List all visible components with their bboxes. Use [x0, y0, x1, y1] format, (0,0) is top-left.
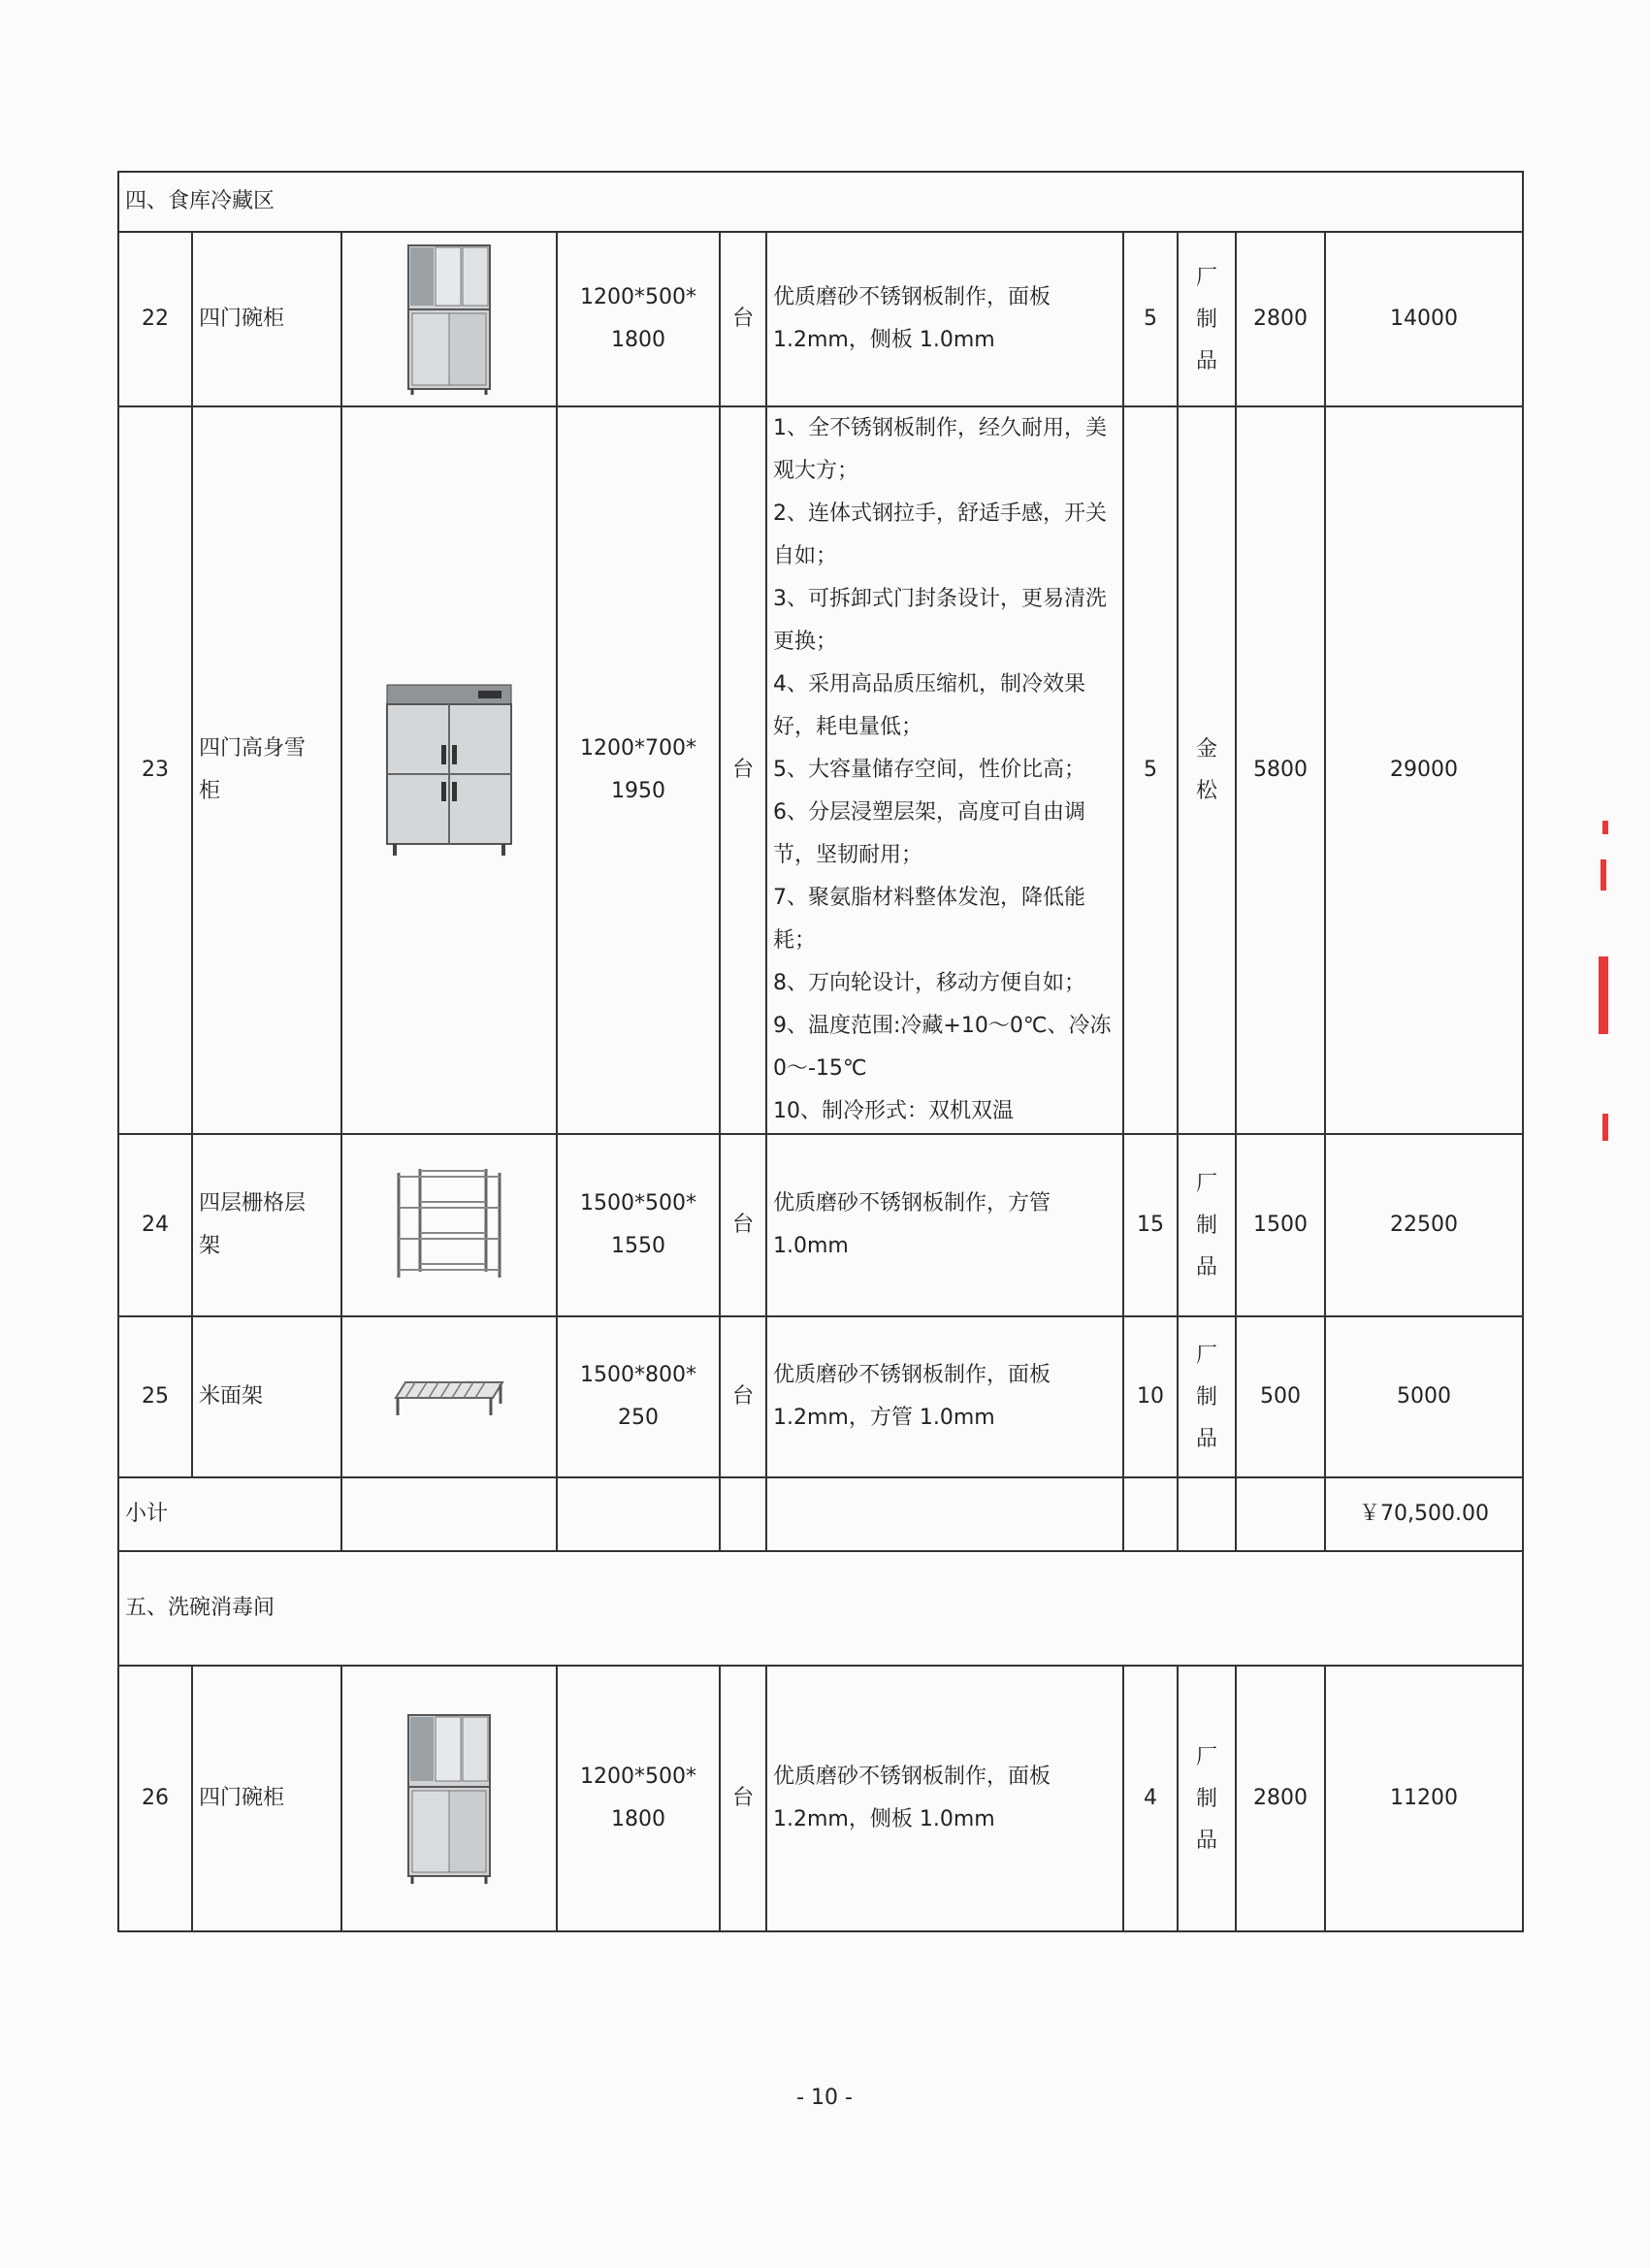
item-quantity: 5 [1123, 232, 1178, 406]
desc-line: 1、全不锈钢板制作，经久耐用，美观大方； [773, 416, 1107, 483]
table-row [118, 1666, 1523, 1931]
item-name: 四门碗柜 [192, 232, 341, 406]
item-unit: 台 [720, 1666, 766, 1931]
section-title: 五、洗碗消毒间 [118, 1551, 1523, 1666]
item-number: 24 [118, 1134, 192, 1316]
table-row [118, 1316, 1523, 1477]
subtotal-label: 小计 [118, 1477, 341, 1551]
item-image [341, 1666, 557, 1931]
desc-line: 7、聚氨脂材料整体发泡，降低能耗； [773, 886, 1085, 953]
item-number: 22 [118, 232, 192, 406]
item-quantity: 4 [1123, 1666, 1178, 1931]
item-spec: 1200*500*1800 [557, 232, 720, 406]
desc-line: 2、连体式钢拉手，舒适手感，开关自如； [773, 502, 1107, 568]
item-unit-price: 5800 [1236, 406, 1325, 1134]
shelf-rack-icon [391, 1167, 507, 1283]
desc-line: 6、分层浸塑层架，高度可自由调节，坚韧耐用； [773, 800, 1085, 867]
subtotal-amount: ￥70,500.00 [1325, 1477, 1523, 1551]
desc-line: 5、大容量储存空间，性价比高； [773, 758, 1085, 782]
item-unit: 台 [720, 232, 766, 406]
desc-line: 10、制冷形式：双机双温 [773, 1099, 1014, 1123]
item-manufacturer: 金松 [1178, 406, 1236, 1134]
item-unit: 台 [720, 1316, 766, 1477]
desc-line: 3、可拆卸式门封条设计，更易清洗更换； [773, 587, 1107, 654]
item-image [341, 1134, 557, 1316]
item-total: 29000 [1325, 406, 1523, 1134]
table-row [118, 1134, 1523, 1316]
item-image [341, 232, 557, 406]
item-unit-price: 500 [1236, 1316, 1325, 1477]
desc-line: 4、采用高品质压缩机，制冷效果好，耗电量低； [773, 672, 1085, 739]
item-spec: 1500*800*250 [557, 1316, 720, 1477]
item-quantity: 15 [1123, 1134, 1178, 1316]
scan-margin-mark [1600, 859, 1606, 891]
equipment-table [117, 171, 1524, 1932]
page-number: - 10 - [796, 2086, 853, 2110]
item-unit-price: 2800 [1236, 1666, 1325, 1931]
item-manufacturer: 厂制品 [1178, 1666, 1236, 1931]
section-header-row [118, 1551, 1523, 1666]
item-manufacturer: 厂制品 [1178, 1134, 1236, 1316]
item-description: 优质磨砂不锈钢板制作，面板1.2mm，侧板 1.0mm [766, 232, 1123, 406]
item-image [341, 406, 557, 1134]
item-total: 5000 [1325, 1316, 1523, 1477]
low-rack-icon [386, 1373, 512, 1421]
item-description: 优质磨砂不锈钢板制作，面板1.2mm，侧板 1.0mm [766, 1666, 1123, 1931]
item-number: 26 [118, 1666, 192, 1931]
item-quantity: 10 [1123, 1316, 1178, 1477]
item-name: 米面架 [192, 1316, 341, 1477]
cabinet-icon [403, 1711, 496, 1886]
item-unit: 台 [720, 406, 766, 1134]
section-header-row [118, 172, 1523, 232]
item-unit-price: 1500 [1236, 1134, 1325, 1316]
item-spec: 1200*700*1950 [557, 406, 720, 1134]
section-title: 四、食库冷藏区 [118, 172, 1523, 232]
item-name: 四门高身雪柜 [192, 406, 341, 1134]
item-manufacturer: 厂制品 [1178, 1316, 1236, 1477]
item-quantity: 5 [1123, 406, 1178, 1134]
table-row [118, 406, 1523, 1134]
item-total: 11200 [1325, 1666, 1523, 1931]
item-spec: 1500*500*1550 [557, 1134, 720, 1316]
item-unit-price: 2800 [1236, 232, 1325, 406]
desc-line: 9、温度范围:冷藏+10～0℃、冷冻 0～-15℃ [773, 1014, 1112, 1081]
item-unit: 台 [720, 1134, 766, 1316]
item-manufacturer: 厂制品 [1178, 232, 1236, 406]
cabinet-icon [403, 242, 496, 397]
table-row [118, 232, 1523, 406]
item-spec: 1200*500*1800 [557, 1666, 720, 1931]
item-name: 四门碗柜 [192, 1666, 341, 1931]
scan-margin-mark [1602, 1114, 1608, 1141]
subtotal-row [118, 1477, 1523, 1551]
scan-margin-mark [1599, 956, 1608, 1034]
item-image [341, 1316, 557, 1477]
desc-line: 8、万向轮设计，移动方便自如； [773, 971, 1085, 995]
item-description [766, 406, 1123, 1134]
item-total: 22500 [1325, 1134, 1523, 1316]
item-total: 14000 [1325, 232, 1523, 406]
item-number: 25 [118, 1316, 192, 1477]
refrigerator-icon [381, 683, 517, 858]
item-number: 23 [118, 406, 192, 1134]
scan-margin-mark [1602, 821, 1608, 834]
item-description: 优质磨砂不锈钢板制作，方管1.0mm [766, 1134, 1123, 1316]
item-name: 四层栅格层架 [192, 1134, 341, 1316]
item-description: 优质磨砂不锈钢板制作，面板1.2mm，方管 1.0mm [766, 1316, 1123, 1477]
